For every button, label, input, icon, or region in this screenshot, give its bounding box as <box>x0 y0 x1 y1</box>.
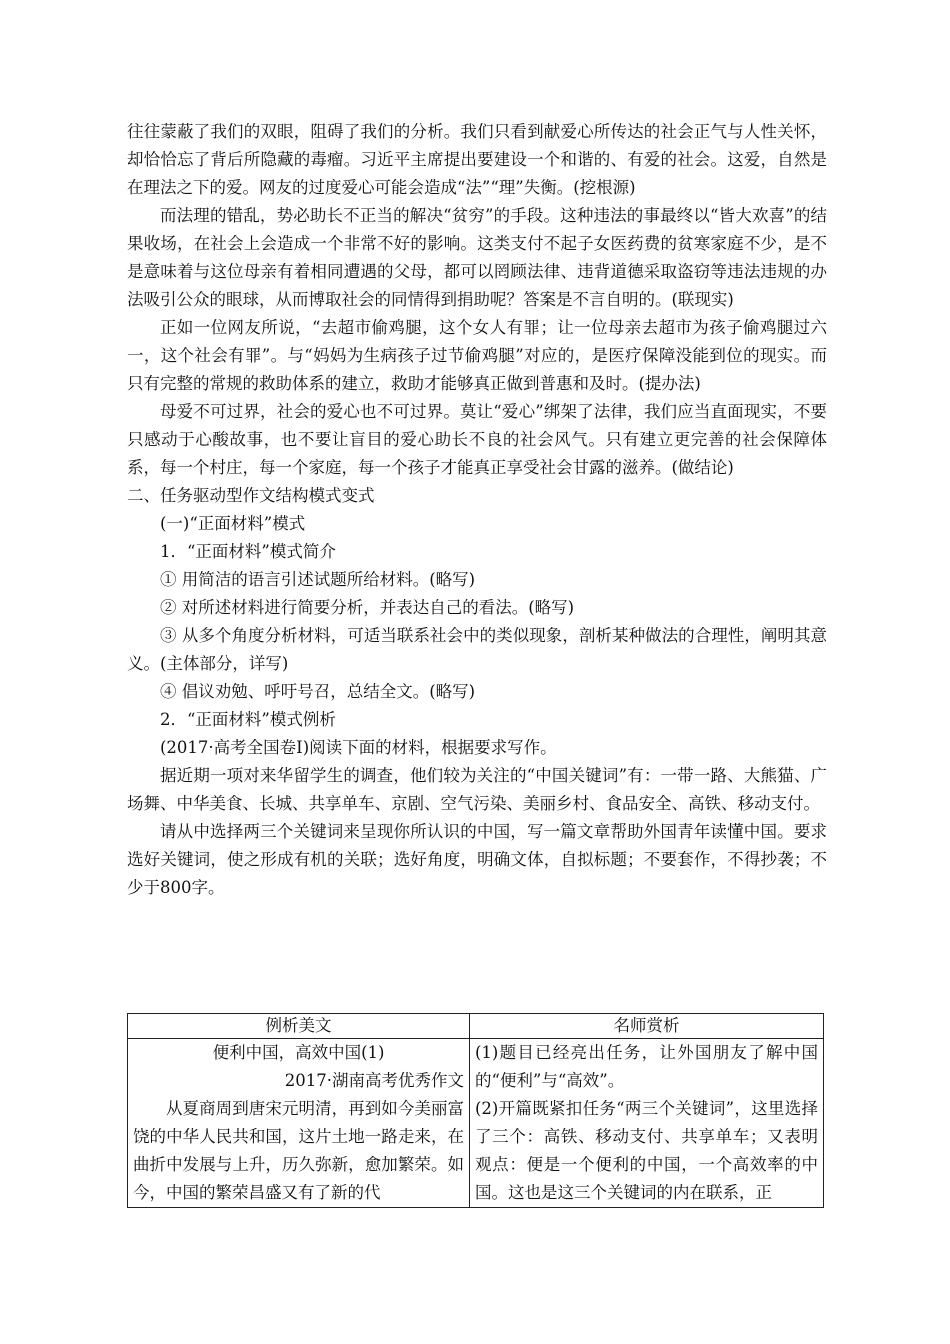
item2-title: 2．“正面材料”模式例析 <box>160 710 336 729</box>
header-essay: 例析美文 <box>128 1014 470 1039</box>
comment-cell <box>470 1039 824 1208</box>
task-paragraph: 请从中选择两三个关键词来呈现你所认识的中国，写一篇文章帮助外国青年读懂中国。要求选好关键词，使之形成有机的关联；选好角度，明确文体，自拟标题；不要套作，不得抄袭；不少于800字。 <box>127 822 827 897</box>
step-4: ④ 倡议劝勉、呼吁号召，总结全文。(略写) <box>160 682 476 701</box>
step-1: ① 用简洁的语言引述试题所给材料。(略写) <box>160 570 476 589</box>
comment-1: (1)题目已经亮出任务，让外国朋友了解中国的“便利”与“高效”。 <box>475 1043 818 1090</box>
document-body <box>127 118 827 902</box>
table-header-row <box>128 1014 824 1039</box>
analysis-table <box>127 1013 824 1208</box>
exam-source: (2017·高考全国卷Ⅰ)阅读下面的材料，根据要求写作。 <box>160 738 557 757</box>
comment-2: (2)开篇既紧扣任务“两三个关键词”，这里选择了三个：高铁、移动支付、共享单车；又表明观点：便是一个便利的中国，一个高效率的中国。这也是这三个关键词的内在联系，正 <box>475 1099 818 1202</box>
item1-title: 1．“正面材料”模式简介 <box>160 542 336 561</box>
step-3: ③ 从多个角度分析材料，可适当联系社会中的类似现象，剖析某种做法的合理性，阐明其意义。(主体部分，详写) <box>127 626 827 673</box>
paragraph-dig-roots: 往往蒙蔽了我们的双眼，阻碍了我们的分析。我们只看到献爱心所传达的社会正气与人性关怀，却恰恰忘了背后所隐藏的毒瘤。习近平主席提出要建设一个和谐的、有爱的社会。这爱，自然是在理法之下的爱。网友的过度爱心可能会造成“法”“理”失衡。(挖根源) <box>127 122 827 197</box>
paragraph-conclusion: 母爱不可过界，社会的爱心也不可过界。莫让“爱心”绑架了法律，我们应当直面现实，不要只感动于心酸故事，也不要让盲目的爱心助长不良的社会风气。只有建立更完善的社会保障体系，每一个村庄，每一个家庭，每一个孩子才能真正享受社会甘露的滋养。(做结论) <box>127 402 827 477</box>
essay-title: 便利中国，高效中国(1) <box>212 1043 385 1062</box>
paragraph-propose-solution: 正如一位网友所说，“去超市偷鸡腿，这个女人有罪；让一位母亲去超市为孩子偷鸡腿过六一，这个社会有罪”。与“妈妈为生病孩子过节偷鸡腿”对应的，是医疗保障没能到位的现实。而只有完整的常规的救助体系的建立，救助才能够真正做到普惠和及时。(提办法) <box>127 318 827 393</box>
sub-heading: (一)“正面材料”模式 <box>160 514 306 533</box>
table-row <box>128 1039 824 1208</box>
header-comment: 名师赏析 <box>470 1014 824 1039</box>
section-heading: 二、任务驱动型作文结构模式变式 <box>127 486 375 505</box>
step-2: ② 对所述材料进行简要分析，并表达自己的看法。(略写) <box>160 598 575 617</box>
essay-cell <box>128 1039 470 1208</box>
essay-body: 从夏商周到唐宋元明清，再到如今美丽富饶的中华人民共和国，这片土地一路走来，在曲折中发展与上升，历久弥新，愈加繁荣。如今，中国的繁荣昌盛又有了新的代 <box>133 1099 464 1202</box>
material-paragraph: 据近期一项对来华留学生的调查，他们较为关注的“中国关键词”有：一带一路、大熊猫、广场舞、中华美食、长城、共享单车、京剧、空气污染、美丽乡村、食品安全、高铁、移动支付。 <box>127 766 827 813</box>
paragraph-link-reality: 而法理的错乱，势必助长不正当的解决“贫穷”的手段。这种违法的事最终以“皆大欢喜”的结果收场，在社会上会造成一个非常不好的影响。这类支付不起子女医药费的贫寒家庭不少，是不是意味着与这位母亲有着相同遭遇的父母，都可以罔顾法律、违背道德采取盗窃等违法违规的办法吸引公众的眼球，从而博取社会的同情得到捐助呢？答案是不言自明的。(联现实) <box>127 206 827 309</box>
essay-source: 2017·湖南高考优秀作文 <box>284 1071 464 1090</box>
